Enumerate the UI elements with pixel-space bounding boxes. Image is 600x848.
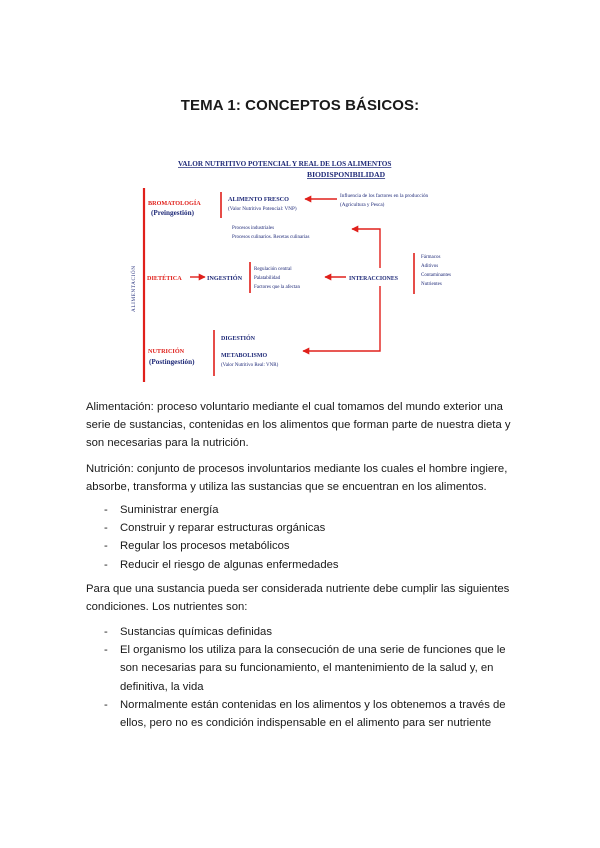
bromatologia-label: BROMATOLOGÍA — [148, 200, 201, 207]
nutrientes-conditions-list — [86, 623, 516, 732]
list-item — [86, 519, 516, 537]
alimentacion-side-label: ALIMENTACIÓN — [131, 265, 137, 312]
aditivos-label: Aditivos — [421, 264, 439, 269]
list-item — [86, 537, 516, 555]
regulacion-line-2: Palatabilidad — [254, 276, 281, 281]
list-item — [86, 641, 516, 696]
diagram-svg — [120, 150, 480, 390]
interacciones-label: INTERACCIONES — [349, 276, 398, 282]
list-dash: - — [104, 504, 108, 516]
list-dash: - — [104, 626, 108, 638]
procesos-line-1: Procesos industriales — [232, 226, 275, 231]
list-dash: - — [104, 698, 108, 711]
alimentacion-diagram — [120, 150, 480, 390]
list-dash: - — [104, 522, 108, 535]
preingestion-label: (Preingestión) — [151, 209, 194, 217]
list-item-text: Normalmente están contenidas en los alimentos y los obtenemos a través de ellos, pero no es condición indispensable en el alimento para ser nutriente — [120, 698, 506, 730]
farmacos-label: Fármacos — [421, 255, 441, 260]
page-title: TEMA 1: CONCEPTOS BÁSICOS: — [180, 97, 420, 114]
influencia-line-2: (Agricultura y Pesca) — [340, 202, 385, 208]
list-dash: - — [104, 644, 108, 657]
alimento-fresco-label: ALIMENTO FRESCO — [228, 196, 289, 203]
list-item-text: Reducir el riesgo de algunas enfermedades — [120, 558, 339, 571]
list-item — [86, 501, 516, 519]
alimentacion-paragraph: Alimentación: proceso voluntario mediante el cual tomamos del mundo exterior una serie de sustancias, contenidas en los alimentos que forman parte de nuestra dieta y son necesarias para la nutrición. — [86, 401, 511, 450]
dietetica-label: DIETÉTICA — [147, 275, 182, 282]
influencia-line-1: Influencia de los factores en la producción — [340, 193, 429, 199]
regulacion-line-3: Factores que la afectan — [254, 285, 300, 290]
procesos-feedback-arrow — [352, 229, 380, 268]
diagram-subheader: BIODISPONIBILIDAD — [307, 170, 386, 179]
list-item-text: Suministrar energía — [120, 504, 219, 516]
vnp-label: (Valor Nutritivo Potencial: VNP) — [228, 206, 297, 212]
list-dash: - — [104, 558, 108, 571]
list-item — [86, 696, 516, 732]
ingestion-label: INGESTIÓN — [207, 275, 243, 282]
procesos-line-2: Procesos culinarios. Recetas culinarias — [232, 235, 310, 240]
postingestion-label: (Postingestión) — [149, 358, 195, 366]
list-item — [86, 556, 516, 574]
contaminantes-label: Contaminantes — [421, 273, 451, 278]
condiciones-paragraph: Para que una sustancia pueda ser considerada nutriente debe cumplir las siguientes condiciones. Los nutrientes son: — [86, 583, 510, 614]
digestion-label: DIGESTIÓN — [221, 336, 256, 342]
list-item-text: Regular los procesos metabólicos — [120, 540, 290, 553]
vnr-label: (Valor Nutritivo Real: VNR) — [221, 363, 279, 368]
metabolismo-label: METABOLISMO — [221, 353, 268, 359]
diagram-header: VALOR NUTRITIVO POTENCIAL Y REAL DE LOS ALIMENTOS — [178, 160, 392, 168]
list-item-text: El organismo los utiliza para la consecución de una serie de funciones que le son necesarias para su funcionamiento, el mantenimiento de la salud y, en definitiva, la vida — [120, 644, 506, 693]
list-item-text: Sustancias químicas definidas — [120, 626, 272, 638]
regulacion-line-1: Regulación central — [254, 267, 292, 272]
nutrientes-label: Nutrientes — [421, 282, 442, 287]
nutricion-label: NUTRICIÓN — [148, 348, 185, 355]
list-dash: - — [104, 540, 108, 553]
metabolismo-arrow — [303, 286, 380, 351]
list-item-text: Construir y reparar estructuras orgánicas — [120, 522, 326, 535]
list-item — [86, 623, 516, 641]
nutricion-paragraph: Nutrición: conjunto de procesos involuntarios mediante los cuales el hombre ingiere, absorbe, transforma y utiliza las sustancias que se encuentran en los alimentos. — [86, 463, 508, 494]
nutricion-functions-list — [86, 501, 516, 574]
